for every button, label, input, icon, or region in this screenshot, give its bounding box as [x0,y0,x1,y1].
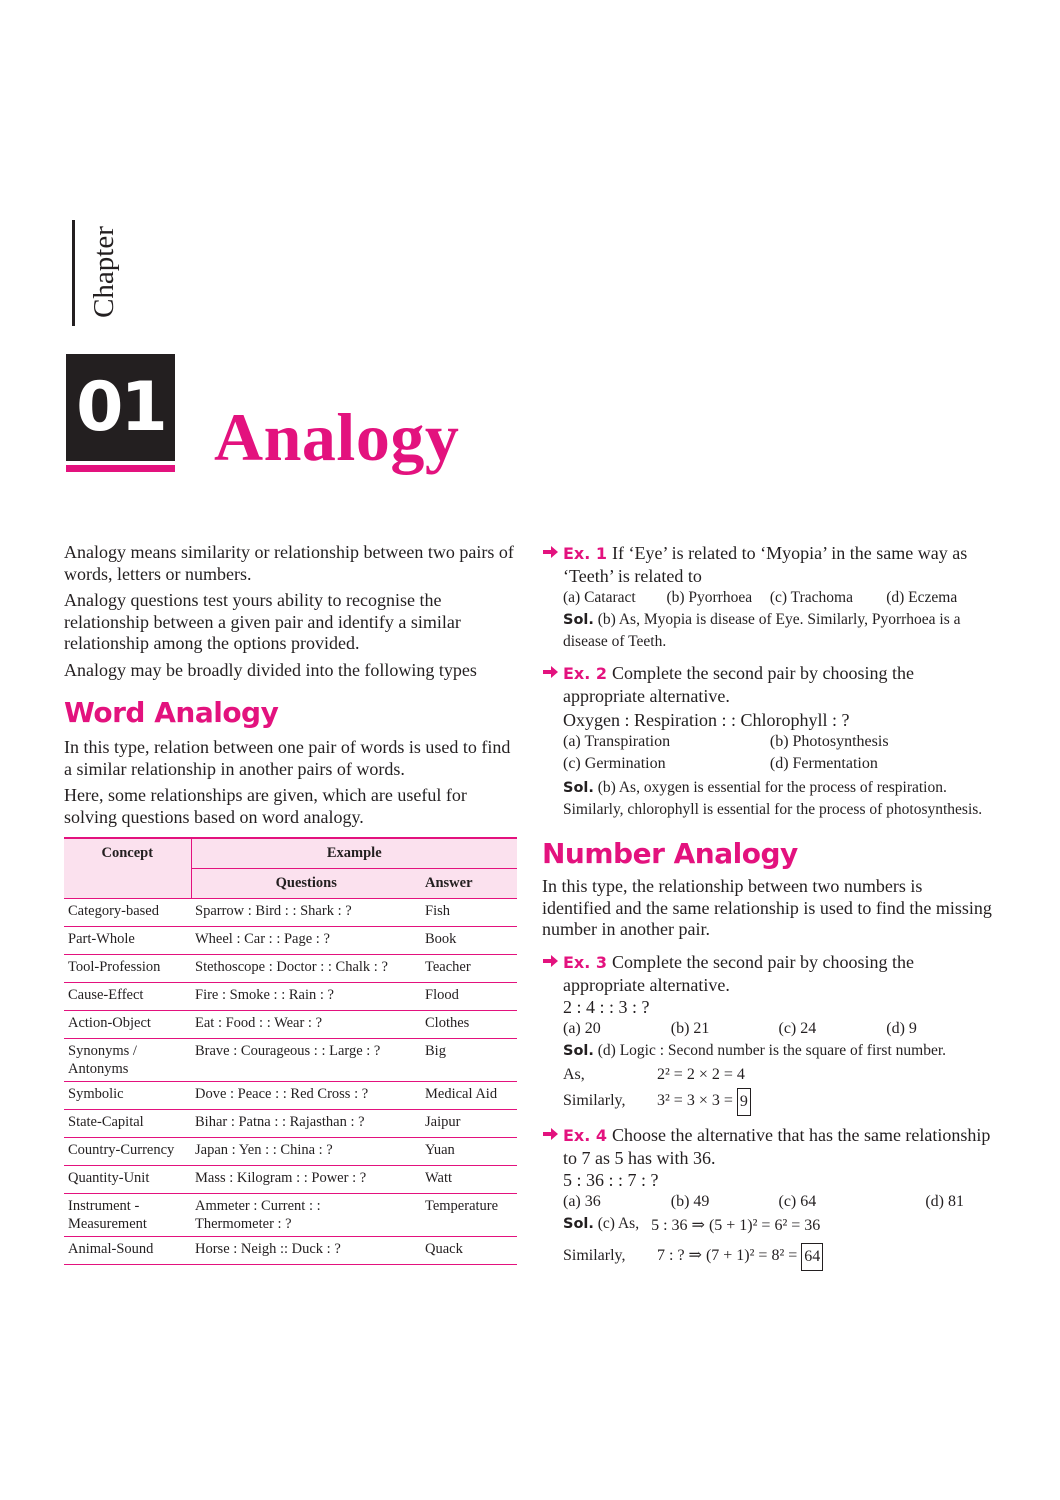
solution-expression: 5 : 36 ⇒ (5 + 1)² = 6² = 36 [651,1216,821,1234]
concept-cell: State-Capital [68,1114,144,1130]
example-4 [542,1124,994,1271]
arrow-icon [542,954,559,968]
chapter-title: Analogy [214,399,460,475]
concept-cell: Animal-Sound [68,1241,154,1257]
table-row [64,1166,517,1194]
intro-paragraph-2: Analogy questions test yours ability to recognise the relationship between a given pair and identify a similar relationship among the options provided. [64,590,461,653]
concept-cell: Category-based [68,903,159,919]
table-head-questions: Questions [191,869,421,899]
option-d: (d) Eczema [886,589,958,606]
option-b: (b) Pyorrhoea [666,589,753,606]
example-2 [542,662,994,820]
example-4-line: 5 : 36 : : 7 : ? [563,1169,659,1190]
solution-text: (d) Logic : Second number is the square of first number. [597,1041,947,1059]
concept-cell: Symbolic [68,1086,124,1102]
example-3-solution [563,1040,994,1062]
question-cell: Japan : Yen : : China : ? [195,1142,333,1158]
answer-cell: Teacher [425,959,471,975]
example-1-label: Ex. 1 [563,544,608,563]
example-3-label: Ex. 3 [563,952,608,972]
arrow-icon [542,1127,559,1141]
table-body [64,899,517,1265]
concept-cell: Part-Whole [68,931,135,947]
example-3-line: 2 : 4 : : 3 : ? [563,996,650,1017]
option-a: (a) Cataract [563,589,636,606]
word-analogy-table [64,837,517,1265]
table-row [64,1039,517,1082]
example-3-similarly-row [563,1088,994,1116]
table-head-example: Example [191,838,517,869]
similarly-label: Similarly, [563,1246,626,1264]
example-2-question: Complete the second pair by choosing the appropriate alternative. [563,663,914,706]
table-row [64,1011,517,1039]
concept-cell: Tool-Profession [68,959,161,975]
number-analogy-heading: Number Analogy [542,837,798,870]
concept-cell: Action-Object [68,1015,151,1031]
chapter-word [84,216,124,328]
example-4-similarly-row [563,1243,994,1271]
concept-cell: Quantity-Unit [68,1170,150,1186]
solution-text: (c) As, [597,1214,640,1232]
intro-paragraph-1: Analogy means similarity or relationship between two pairs of words, letters or numbers. [64,542,514,584]
table-row [64,1237,517,1265]
question-cell: Ammeter : Current : : Thermometer : ? [195,1198,321,1232]
question-cell: Mass : Kilogram : : Power : ? [195,1170,367,1186]
word-analogy-paragraph-2: Here, some relationships are given, which are useful for solving questions based on word analogy. [64,785,467,827]
answer-cell: Clothes [425,1015,470,1031]
example-1 [542,542,994,652]
option-a: (a) 36 [563,1192,601,1210]
word-analogy-heading: Word Analogy [64,696,279,729]
table-head-concept: Concept [64,838,191,899]
chapter-rule [72,220,75,326]
option-c: (c) 64 [778,1192,817,1210]
number-analogy-intro: In this type, the relationship between two numbers is identified and the same relationship is used to find the missing number in another pair. [542,876,992,939]
answer-cell: Big [425,1043,446,1059]
option-b: (b) 49 [670,1192,710,1210]
example-2-line: Oxygen : Respiration : : Chlorophyll : ? [563,710,850,730]
chapter-word-text: Chapter [88,226,120,318]
arrow-icon [542,545,559,559]
similarly-expression: 3² = 3 × 3 = [657,1091,733,1109]
right-column [542,542,994,1277]
example-3-options [563,1018,994,1040]
option-b: (b) 21 [670,1019,710,1037]
answer-cell: Flood [425,987,459,1003]
word-analogy-paragraph-1: In this type, relation between one pair of words is used to find a similar relationship in another pairs of words. [64,737,511,779]
example-4-label: Ex. 4 [563,1125,608,1145]
option-c: (c) Germination [563,755,666,772]
option-a: (a) Transpiration [563,733,671,750]
option-b: (b) Photosynthesis [769,733,889,750]
solution-label: Sol. [563,1215,594,1232]
option-c: (c) 24 [778,1019,817,1037]
example-1-question: If ‘Eye’ is related to ‘Myopia’ in the same way as ‘Teeth’ is related to [563,543,968,586]
table-row [64,1194,517,1237]
example-3-question: Complete the second pair by choosing the appropriate alternative. [563,951,914,995]
option-a: (a) 20 [563,1019,601,1037]
example-2-options [563,731,994,775]
question-cell: Stethoscope : Doctor : : Chalk : ? [195,959,388,975]
answer-cell: Quack [425,1241,463,1257]
intro-paragraph-3: Analogy may be broadly divided into the following types [64,659,477,680]
answer-cell: Fish [425,903,450,919]
option-c: (c) Trachoma [769,589,853,606]
example-1-solution [563,609,994,652]
answer-box: 64 [801,1243,823,1271]
example-3-as-row [563,1062,994,1088]
example-2-label: Ex. 2 [563,664,608,683]
arrow-icon [542,665,559,679]
example-3 [542,951,994,1116]
example-4-solution-row [563,1213,994,1239]
question-cell: Bihar : Patna : : Rajasthan : ? [195,1114,365,1130]
answer-cell: Yuan [425,1142,455,1158]
as-label: As, [563,1065,585,1083]
example-4-options [563,1191,994,1213]
answer-cell: Book [425,931,457,947]
example-1-options [563,587,994,609]
table-row [64,1082,517,1110]
option-d: (d) 81 [925,1192,964,1210]
answer-cell: Medical Aid [425,1086,498,1102]
table-row [64,927,517,955]
answer-cell: Temperature [425,1198,499,1214]
question-cell: Fire : Smoke : : Rain : ? [195,987,334,1003]
concept-cell: Country-Currency [68,1142,175,1158]
concept-cell: Instrument - Measurement [68,1198,147,1232]
left-column [64,542,518,1265]
answer-cell: Watt [425,1170,453,1186]
chapter-underline [66,465,175,472]
option-d: (d) 9 [886,1019,917,1037]
table-row [64,955,517,983]
table-head-answer: Answer [421,869,517,899]
table-row [64,983,517,1011]
solution-text: (b) As, oxygen is essential for the process of respiration. Similarly, chlorophyll is essential for the process of photosynthesis. [563,779,983,818]
option-d: (d) Fermentation [769,755,878,772]
answer-box: 9 [737,1088,751,1116]
example-2-solution [563,777,994,820]
concept-cell: Cause-Effect [68,987,144,1003]
question-cell: Dove : Peace : : Red Cross : ? [195,1086,369,1102]
as-expression: 2² = 2 × 2 = 4 [657,1065,745,1083]
table-row [64,899,517,927]
solution-label: Sol. [563,612,594,628]
table-row [64,1110,517,1138]
solution-label: Sol. [563,1042,594,1059]
solution-label: Sol. [563,780,594,796]
table-row [64,1138,517,1166]
question-cell: Eat : Food : : Wear : ? [195,1015,323,1031]
similarly-expression: 7 : ? ⇒ (7 + 1)² = 8² = [657,1246,798,1264]
solution-text: (b) As, Myopia is disease of Eye. Similarly, Pyorrhoea is a disease of Teeth. [563,611,961,650]
chapter-number: 01 [76,368,165,447]
concept-cell: Synonyms / Antonyms [68,1043,137,1077]
chapter-number-box [66,354,175,461]
question-cell: Horse : Neigh :: Duck : ? [195,1241,341,1257]
question-cell: Brave : Courageous : : Large : ? [195,1043,381,1059]
answer-cell: Jaipur [425,1114,461,1130]
example-4-question: Choose the alternative that has the same relationship to 7 as 5 has with 36. [563,1124,991,1168]
similarly-label: Similarly, [563,1091,626,1109]
question-cell: Sparrow : Bird : : Shark : ? [195,903,352,919]
question-cell: Wheel : Car : : Page : ? [195,931,330,947]
